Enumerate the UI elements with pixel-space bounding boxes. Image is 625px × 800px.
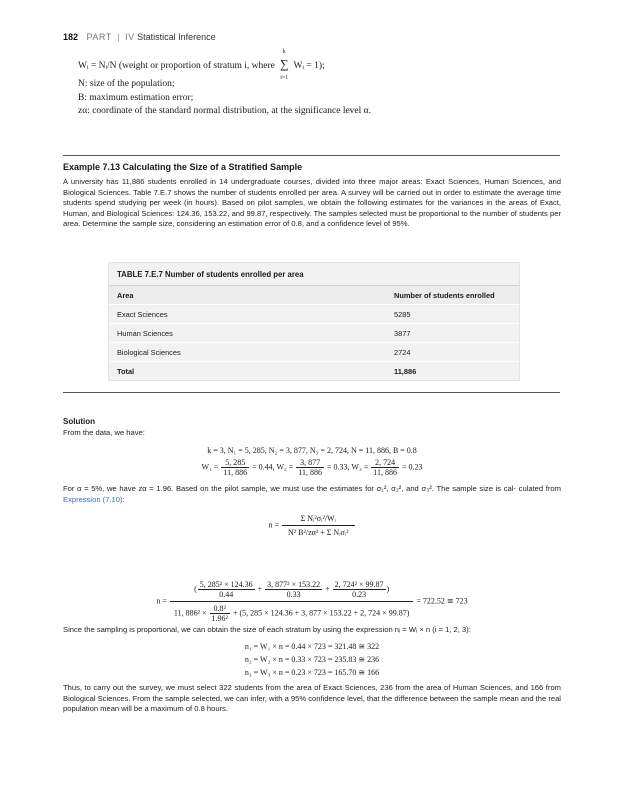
definition-population: N: size of the population; bbox=[78, 79, 175, 89]
definition-error: B: maximum estimation error; bbox=[78, 92, 194, 103]
example-title: Example 7.13 Calculating the Size of a Stratified Sample bbox=[63, 162, 303, 172]
running-header bbox=[63, 32, 216, 42]
page-number: 182 bbox=[63, 32, 79, 42]
proportional-paragraph: Since the sampling is proportional, we can obtain the size of each stratum by using the expression nᵢ = Wᵢ × n (i = 1, 2, 3): bbox=[63, 625, 471, 634]
formula-numerator: Σ Nᵢ²σᵢ²/Wᵢ bbox=[282, 512, 355, 526]
expression-link[interactable]: Expression (7.10) bbox=[63, 494, 123, 504]
table-caption: TABLE 7.E.7 Number of students enrolled per area bbox=[117, 270, 304, 279]
solution-title: Solution bbox=[63, 417, 95, 426]
column-header-area: Area bbox=[117, 290, 134, 300]
part-label: PART bbox=[86, 32, 112, 42]
table-row: Human Sciences 3877 bbox=[109, 323, 519, 342]
summation-symbol: k ∑ i=1 bbox=[279, 49, 289, 81]
solution-intro: From the data, we have: bbox=[63, 428, 145, 437]
definition-weight: Wᵢ = Nᵢ/N (weight or proportion of stratum i, where k ∑ i=1 Wᵢ = 1); bbox=[78, 49, 325, 81]
formula-denominator-a: N² B²/zα² bbox=[287, 528, 319, 537]
stratum-equation: n₂ = W₂ × n = 0.33 × 723 = 235.83 ≅ 236 bbox=[244, 655, 380, 664]
part-title: Statistical Inference bbox=[137, 32, 216, 42]
example-top-rule bbox=[63, 155, 560, 156]
conclusion-paragraph: Thus, to carry out the survey, we must select 322 students from the area of Exact Sciences, 236 from the area of Human Sciences, and 166 from Biological Sciences. From the sample selected, we can infer, with a 95% confidence level, that the difference between the sample mean and the real population mean will be a maximum of 0.8 hours. bbox=[63, 683, 561, 714]
stratum-equation: n₁ = W₁ × n = 0.44 × 723 = 321.48 ≅ 322 bbox=[244, 642, 380, 651]
part-numeral: IV bbox=[125, 32, 135, 42]
header-separator: | bbox=[117, 32, 120, 42]
sample-size-formula: n = $\frac{\text{Σ Nᵢ²σᵢ²/Wᵢ}}{\text{N² B²/zα² + Σ Nᵢσᵢ²}}$ bbox=[63, 512, 561, 539]
definition-z: zα: coordinate of the standard normal distribution, at the significance level α. bbox=[78, 106, 372, 116]
formula-denominator-b: + Σ Nᵢσᵢ² bbox=[320, 528, 349, 537]
students-table bbox=[108, 262, 520, 381]
example-bottom-rule bbox=[63, 392, 560, 393]
strata-equations bbox=[63, 640, 561, 679]
alpha-paragraph: For α = 5%, we have zα = 1.96. Based on the pilot sample, we must use the estimates for σ₁², σ₂², and σ₃². The sample size is cal- culated from Expression (7.10): bbox=[63, 484, 561, 504]
table-row: Biological Sciences 2724 bbox=[109, 342, 519, 361]
numeric-result: = 722.52 ≅ 723 bbox=[416, 596, 468, 606]
column-header-count: Number of students enrolled bbox=[394, 290, 495, 300]
weight-fraction: $\frac{3, 877}{11, 886}$ bbox=[298, 458, 323, 477]
weight-fraction: $\frac{5, 285}{11, 886}$ bbox=[223, 458, 248, 477]
table-row: Exact Sciences 5285 bbox=[109, 304, 519, 323]
table-total-row: Total 11,886 bbox=[109, 361, 519, 380]
stratum-equation: n₃ = W₃ × n = 0.23 × 723 = 165.70 ≅ 166 bbox=[244, 668, 380, 677]
weight-fraction: $\frac{2, 724}{11, 886}$ bbox=[373, 458, 397, 477]
numeric-numerator: ( $\frac{\text{5, 285² × 124.36}}{0.44}$ + $\frac{\text{3, 877² × 153.22}}{0.33}$ + $\frac{\text{2, 724² × 99.87}}{0.23}$ ) bbox=[170, 578, 413, 602]
numeric-denominator: 11, 886² × $\frac{\text{0.8²}}{\text{1.96²}}$ + (5, 285 × 124.36 + 3, 877 × 153.22 + 2, 724 × 99.87) bbox=[173, 604, 410, 623]
weights-equation: W₁ = $\frac{5, 285}{11, 886}$ = 0.44, W₂ = $\frac{3, 877}{11, 886}$ = 0.33, W₃ = $\frac{2, 724}{11, 886}$ = 0.23 bbox=[201, 458, 423, 477]
givens-equation: k = 3, N₁ = 5, 285, N₂ = 3, 877, N₃ = 2, 724, N = 11, 886, B = 0.8 bbox=[207, 446, 417, 455]
numeric-formula: n = ( $\frac{\text{5, 285² × 124.36}}{0.44}$ + $\frac{\text{3, 877² × 153.22}}{0.33}$ + $\frac{\text{2, 724² × 99.87}}{0.23}$ ) 11, 886² × $\frac{\text{0.8²}}{\text{1.96²}}$ + (5, 285 × 124.36 + 3, 877 × 153.22 + 2, 724 × 99.87) = 722.52 ≅ 723 bbox=[156, 580, 468, 623]
symbol-definitions bbox=[78, 49, 558, 119]
example-body: A university has 11,886 students enrolled in 14 undergraduate courses, divided into three major areas: Exact Sciences, Human Sciences, and Biological Sciences. Table 7.E.7 shows the number of students enrolled per area. A survey will be carried out in order to estimate the average time students spend studying per week (in hours). Based on pilot samples, we obtain the following estimates for the variances in the areas of Exact, Human, and Biological Sciences: 124.36, 153.22, and 99.87, respectively. The samples selected must be proportional to the number of students per area. Determine the sample size, considering an estimation error of 0.8, and a confidence level of 95%. bbox=[63, 177, 561, 229]
table-header-row bbox=[109, 285, 519, 304]
